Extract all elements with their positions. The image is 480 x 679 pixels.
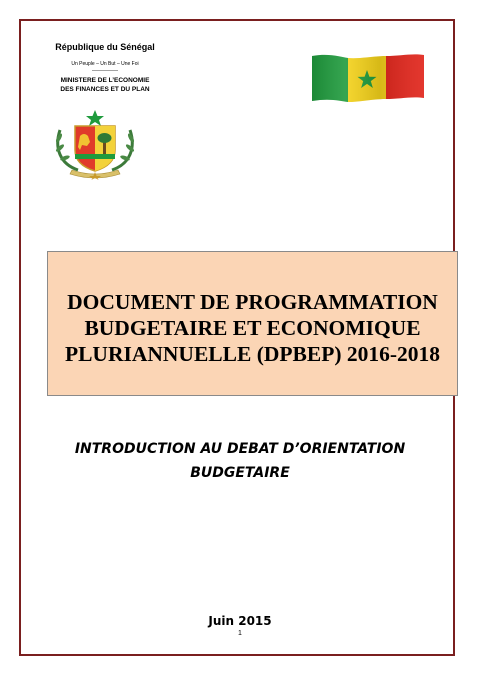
subtitle-line-1: INTRODUCTION AU DEBAT D’ORIENTATION xyxy=(74,441,406,457)
title-line-3: PLURIANNUELLE (DPBEP) 2016-2018 xyxy=(64,341,441,366)
header-left-block xyxy=(30,42,180,94)
title-line-2: BUDGETAIRE ET ECONOMIQUE xyxy=(84,315,421,340)
document-date: Juin 2015 xyxy=(208,614,272,628)
ministry-line-2: DES FINANCES ET DU PLAN xyxy=(60,86,150,93)
ministry-line-1: MINISTERE DE L’ECONOMIE xyxy=(60,77,150,84)
ministry-name xyxy=(30,76,180,94)
country-name: République du Sénégal xyxy=(55,42,155,52)
document-subtitle xyxy=(40,437,440,485)
senegal-flag-icon xyxy=(310,52,426,104)
document-title-box xyxy=(47,251,458,396)
document-title xyxy=(65,289,440,367)
national-motto: Un Peuple – Un But – Une Foi xyxy=(71,61,139,67)
title-line-1: DOCUMENT DE PROGRAMMATION xyxy=(67,289,438,314)
senegal-coat-of-arms-icon xyxy=(48,108,142,180)
page-number: 1 xyxy=(238,630,242,637)
subtitle-line-2: BUDGETAIRE xyxy=(190,465,290,481)
header-separator: ------------- xyxy=(92,68,118,74)
